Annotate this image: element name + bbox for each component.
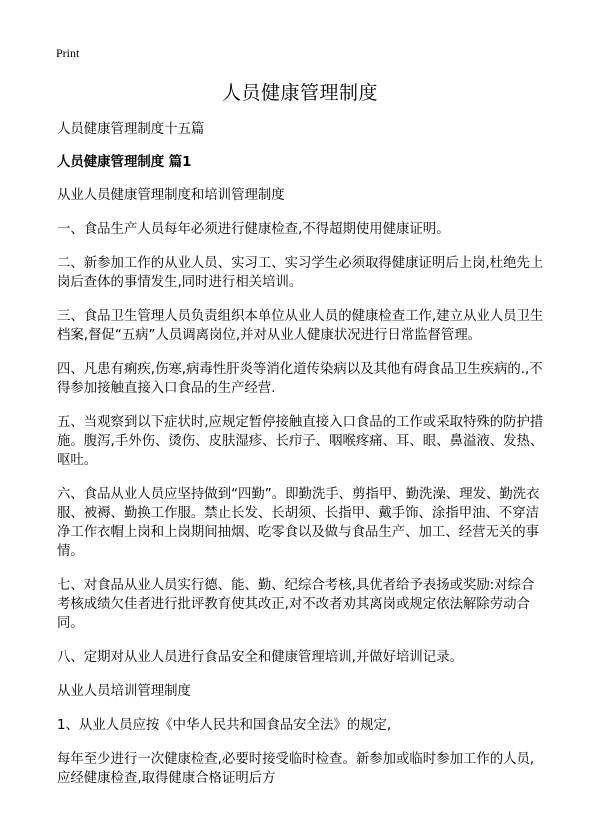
paragraph: 七、对食品从业人员实行德、能、勤、纪综合考核,具优者给予表扬或奖励:对综合考核成绩欠佳者进行批评教育使其改正,对不改者劝其离岗或规定依法解除劳动合同。 [57,578,535,631]
document-subtitle: 人员健康管理制度十五篇 [57,122,205,137]
paragraph: 八、定期对从业人员进行食品安全和健康管理培训,并做好培训记录。 [57,650,463,665]
paragraph: 四、凡患有痢疾,伤寒,病毒性肝炎等消化道传染病以及其他有碍食品卫生疾病的.,不得参加接触直接入口食品的生产经营. [57,362,543,396]
paragraph: 1、从业人员应按《中华人民共和国食品安全法》的规定, [57,718,392,733]
paragraph: 每年至少进行一次健康检查,必要时接受临时检查。新参加或临时参加工作的人员,应经健康检查,取得健康合格证明后方 [57,752,535,786]
section-heading: 人员健康管理制度 篇1 [57,155,192,170]
paragraph: 六、食品从业人员应坚持做到“四勤”。即勤洗手、剪指甲、勤洗澡、理发、勤洗衣服、被褥、勤换工作服。禁止长发、长胡须、长指甲、戴手饰、涂指甲油、不穿洁净工作衣帽上岗和上岗期间抽烟、吃零食以及做与食品生产、加工、经营无关的事情。 [57,487,540,559]
document-body [57,120,547,803]
paragraph: 五、当观察到以下症状时,应规定暂停接触直接入口食品的工作或采取特殊的防护措施。腹泻,手外伤、烫伤、皮肤湿疹、长疖子、咽喉疼痛、耳、眼、鼻溢液、发热、呕吐。 [57,415,544,468]
paragraph: 三、食品卫生管理人员负责组织本单位从业人员的健康检查工作,建立从业人员卫生档案,督促“五病”人员调离岗位,并对从业人健康状况进行日常监督管理。 [57,309,544,343]
paragraph: 从业人员健康管理制度和培训管理制度 [57,188,285,203]
paragraph: 从业人员培训管理制度 [57,684,191,699]
print-link[interactable]: Print [56,46,80,60]
paragraph: 二、新参加工作的从业人员、实习工、实习学生必须取得健康证明后上岗,杜绝先上岗后查体的事情发生,同时进行相关培训。 [57,256,544,290]
page-title: 人员健康管理制度 [221,82,378,104]
paragraph: 一、食品生产人员每年必须进行健康检查,不得超期使用健康证明。 [57,222,450,237]
